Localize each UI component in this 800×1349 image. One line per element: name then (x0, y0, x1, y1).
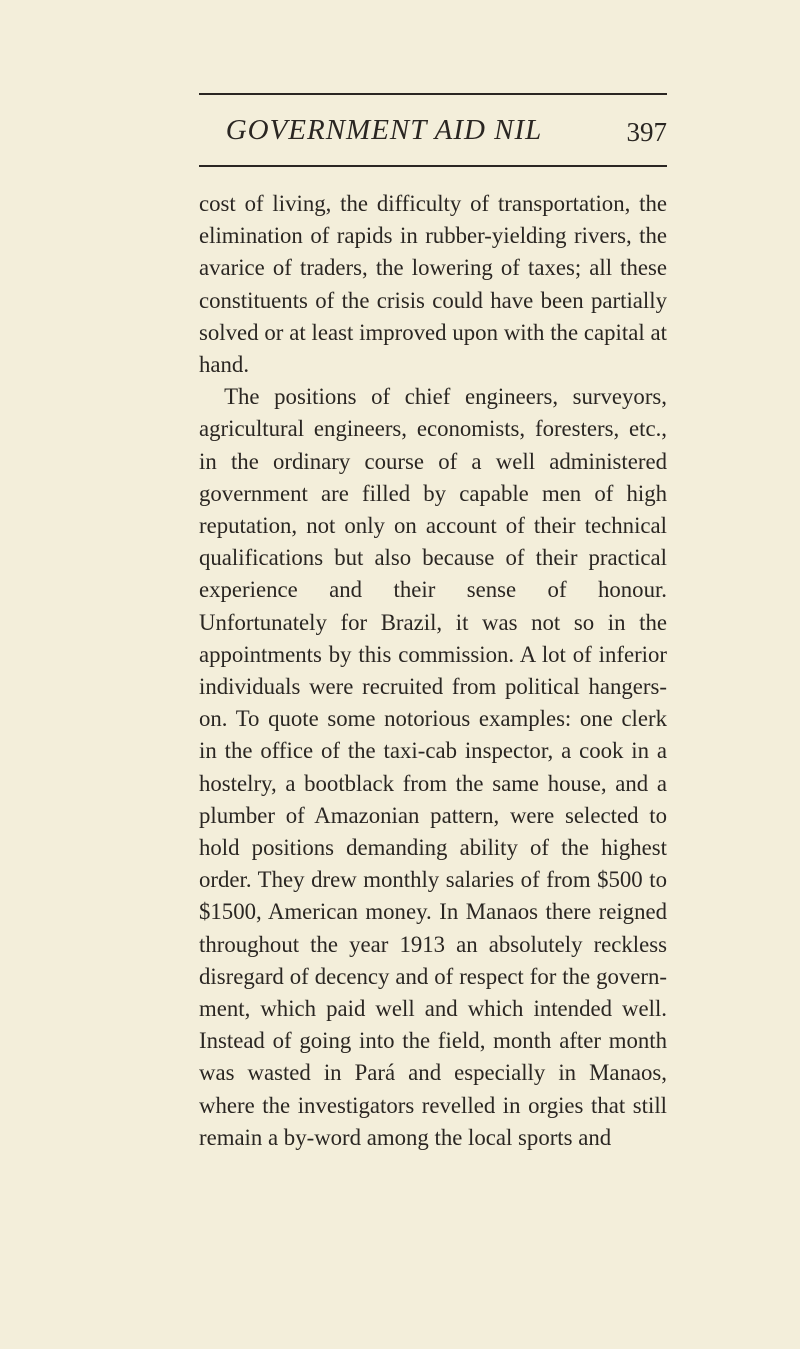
running-head (0, 104, 800, 154)
header-bottom-rule (199, 165, 667, 167)
paragraph-continued: cost of living, the difficulty of transportation, the elimination of rapids in rubber-yielding rivers, the avarice of traders, the lowering of taxes; all these constituents of the crisis could have been partially solved or at least improved upon with the capital at hand. (199, 191, 667, 378)
paragraph: The positions of chief engineers, surveyors, agricultural engineers, economists, foresters, etc., in the ordinary course of a well administered government are filled by capable men of high reputation, not only on account of their technical qualifications but also because of their practical experience and their sense of honour. Unfortunately for Brazil, it was not so in the appointments by this commission. A lot of inferior individuals were recruited from political hangers-on. To quote some notorious examples: one clerk in the office of the taxi-cab inspector, a cook in a hostelry, a bootblack from the same house, and a plumber of Amazonian pattern, were selected to hold positions demanding ability of the highest order. They drew monthly salaries of from $500 to $1500, American money. In Manaos there reigned throughout the year 1913 an absolutely reckless disregard of decency and of respect for the government, which paid well and which intended well. Instead of going into the field, month after month was wasted in Pará and especially in Manaos, where the investigators revelled in orgies that still remain a by-word among the local sports and (199, 384, 667, 1150)
running-title: GOVERNMENT AID NIL (225, 114, 543, 146)
page-number: 397 (626, 117, 667, 147)
header-top-rule (199, 93, 667, 95)
body-text (199, 188, 667, 1154)
